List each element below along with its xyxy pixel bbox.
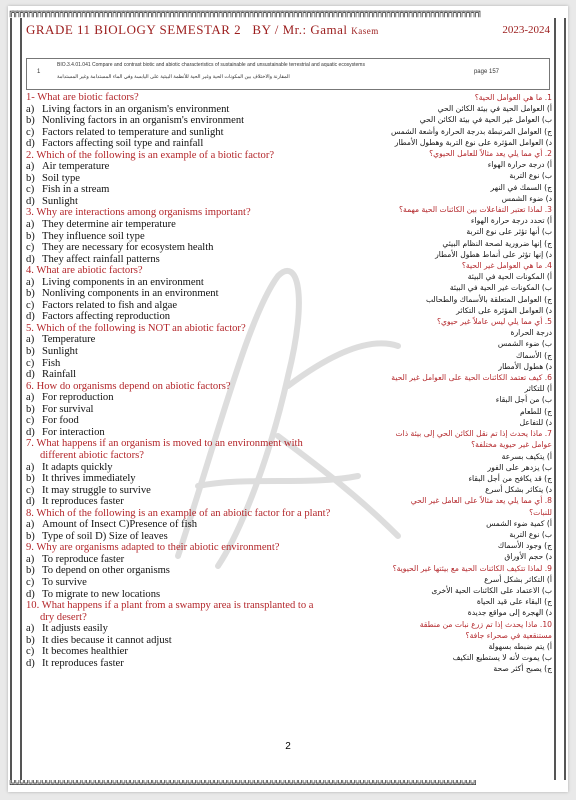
arabic-answer-option: ج) إنها ضرورية لصحة النظام البيئي — [442, 238, 552, 248]
arabic-answer-option: ب) من أجل البقاء — [495, 395, 552, 405]
option-letter: c) — [26, 299, 35, 311]
question-text: dry desert? — [40, 611, 87, 623]
option-letter: b) — [26, 288, 35, 300]
arabic-answer-option: أ) المكونات الحية في البيئة — [467, 272, 552, 282]
answer-option — [26, 462, 306, 474]
arabic-answer-option: ب) أنها تؤثر على نوع التربة — [466, 227, 552, 237]
decorative-border-left — [10, 18, 22, 780]
option-letter: d) — [26, 369, 35, 381]
option-letter: a) — [26, 219, 35, 231]
option-letter: d) — [26, 496, 35, 508]
option-text: Factors related to fish and algae — [42, 299, 178, 311]
decorative-border-right — [554, 18, 566, 780]
arabic-answer-option: أ) للتكاثر — [524, 384, 552, 394]
option-text: Factors related to temperature and sunlight — [42, 126, 224, 138]
option-text: To migrate to new locations — [42, 588, 161, 600]
arabic-answer-option: ج) للطعام — [519, 406, 552, 416]
arabic-answer-option: د) إنها تؤثر على أنماط هطول الأمطار — [435, 249, 552, 259]
arabic-answer-option: أ) درجة حرارة الهواء — [487, 160, 552, 170]
option-text: It reproduces faster — [42, 496, 124, 508]
answer-option — [26, 161, 306, 173]
question-text: 5. Which of the following is NOT an abiotic factor? — [26, 322, 246, 334]
arabic-answer-option: درجة الحرارة — [510, 328, 552, 338]
option-text: Amount of Insect C)Presence of fish — [42, 519, 198, 531]
option-letter: b) — [26, 403, 35, 415]
option-text: Living factors in an organism's environment — [42, 103, 230, 115]
option-letter: d) — [26, 657, 35, 669]
answer-option — [26, 231, 306, 243]
arabic-answer-option: أ) يتم ضبطه بسهولة — [488, 641, 552, 651]
answer-option — [26, 589, 306, 601]
option-letter: a) — [26, 392, 35, 404]
option-text: Air temperature — [42, 161, 110, 173]
arabic-answer-option: د) الهجرة إلى مواقع جديدة — [467, 608, 552, 618]
answer-option — [26, 311, 306, 323]
arabic-answer-option: د) ضوء الشمس — [501, 193, 552, 203]
option-text: Nonliving components in an environment — [42, 288, 219, 300]
standard-code: BIO.3.4.01.041 Compare and contrast biotic and abiotic characteristics of sustainable and unsustainable terrestrial and aquatic ecosystems — [57, 62, 365, 68]
answer-option — [26, 623, 306, 635]
question-text: 8. Which of the following is an example of an abiotic factor for a plant? — [26, 507, 331, 519]
answer-option — [26, 346, 306, 358]
arabic-answer-option: أ) كمية ضوء الشمس — [486, 518, 552, 528]
option-letter: b) — [26, 172, 35, 184]
answer-option — [26, 242, 306, 254]
arabic-answer-option: ج) العوامل المرتبطة بدرجة الحرارة وأشعة الشمس — [391, 126, 552, 136]
answer-option — [26, 138, 306, 150]
option-letter: b) — [26, 115, 35, 127]
option-letter: b) — [26, 473, 35, 485]
option-text: They affect rainfall patterns — [42, 253, 160, 265]
option-letter: a) — [26, 334, 35, 346]
arabic-answer-option: ب) نوع التربة — [509, 529, 552, 539]
option-text: For reproduction — [42, 392, 114, 404]
arabic-answer-option: ب) يموت لأنه لا يستطيع التكيف — [452, 653, 552, 663]
arabic-question-text: 7. ماذا يحدث إذا تم نقل الكائن الحي إلى بيئة ذات — [395, 429, 552, 439]
answer-option — [26, 173, 306, 185]
option-text: They are necessary for ecosystem health — [42, 242, 214, 254]
option-text: Factors affecting soil type and rainfall — [42, 138, 204, 150]
answer-option — [26, 577, 306, 589]
arabic-question-text: 2. أي مما يلي يعد مثالاً للعامل الحيوي؟ — [429, 149, 552, 159]
arabic-answer-option: ج) قد يكافح من أجل البقاء — [468, 473, 552, 483]
arabic-answer-option: د) هطول الأمطار — [498, 361, 552, 371]
standard-arabic: المقارنة والاختلاف بين المكونات الحية وغير الحية للأنظمة البيئية على اليابسة وفي الماء المستدامة وغير المستدامة — [57, 74, 290, 80]
question-text: different abiotic factors? — [40, 449, 144, 461]
option-text: Rainfall — [42, 369, 77, 381]
question-text: 9. Why are organisms adapted to their abiotic environment? — [26, 542, 280, 554]
option-letter: c) — [26, 576, 35, 588]
option-text: It adapts quickly — [42, 461, 113, 473]
arabic-answer-option: د) يتكاثر بشكل أسرع — [485, 485, 552, 495]
arabic-question-text: 4. ما هي العوامل غير الحية؟ — [461, 261, 552, 271]
option-letter: a) — [26, 519, 35, 531]
option-letter: a) — [26, 623, 35, 635]
option-letter: b) — [26, 565, 35, 577]
arabic-answer-option: د) العوامل المؤثرة على نوع التربة وهطول الأمطار — [394, 137, 552, 147]
option-letter: a) — [26, 461, 35, 473]
option-text: Nonliving factors in an organism's environment — [42, 115, 245, 127]
question-text: 6. How do organisms depend on abiotic factors? — [26, 380, 231, 392]
option-text: To survive — [42, 576, 87, 588]
answer-option — [26, 473, 306, 485]
option-text: Fish in a stream — [42, 184, 110, 196]
arabic-answer-option: ب) ضوء الشمس — [497, 339, 552, 349]
question-text: 1- What are biotic factors? — [26, 92, 139, 103]
option-letter: a) — [26, 161, 35, 173]
arabic-answer-option: ج) الأسماك — [515, 350, 552, 360]
option-text: To reproduce faster — [42, 553, 125, 565]
arabic-answer-option: ب) يزدهر على الفور — [487, 462, 552, 472]
arabic-question-text: 6. كيف تعتمد الكائنات الحية على العوامل غير الحية — [391, 373, 552, 383]
answer-option — [26, 104, 306, 116]
option-text: Fish — [42, 357, 61, 369]
answer-option — [26, 496, 306, 508]
answer-option — [26, 404, 306, 416]
option-text: For interaction — [42, 426, 105, 438]
option-letter: c) — [26, 646, 35, 658]
option-text: It reproduces faster — [42, 657, 124, 669]
option-letter: a) — [26, 553, 35, 565]
option-text: It thrives immediately — [42, 473, 136, 485]
header-year: 2023-2024 — [502, 24, 550, 36]
option-text: It becomes healthier — [42, 646, 128, 658]
arabic-answer-option: أ) يتكيف بسرعة — [501, 451, 552, 461]
option-letter: b) — [26, 230, 35, 242]
arabic-question-text: عوامل غير حيوية مختلفة؟ — [471, 440, 552, 450]
question-text: 3. Why are interactions among organisms important? — [26, 207, 251, 219]
option-text: Temperature — [42, 334, 96, 346]
answer-option — [26, 288, 306, 300]
arabic-question-text: 3. لماذا تعتبر التفاعلات بين الكائنات الحية مهمة؟ — [398, 205, 552, 215]
page-number: 2 — [285, 741, 291, 752]
arabic-questions-column — [312, 92, 552, 675]
option-letter: b) — [26, 530, 35, 542]
option-letter: c) — [26, 415, 35, 427]
option-text: To depend on other organisms — [42, 565, 170, 577]
arabic-answer-option: ب) نوع التربة — [509, 171, 552, 181]
arabic-answer-option: ج) العوامل المتعلقة بالأسماك والطحالب — [425, 294, 552, 304]
answer-option — [26, 127, 306, 139]
answer-option — [26, 358, 306, 370]
decorative-border-top: ╔╦╦╦╦╦╦╦╦╦╦╦╦╦╦╦╦╦╦╦╦╦╦╦╦╦╦╦╦╦╦╦╦╦╦╦╦╦╦╦╦╦╦╦╦╦╦╦╦╦╦╦╦╦╦╦╦╦╦╦╦╦╦╦╦╦╦╦╦╦╦╦╦╦╦╦╦╦╦╦╦╦╦╦╦╦╦╦╦╦╦╦╦╦╦╦╦╦╦╦╦╦╦╦╦╦╗ — [8, 8, 481, 18]
answer-option — [26, 554, 306, 566]
answer-option — [26, 300, 306, 312]
arabic-answer-option: ب) الاعتماد على الكائنات الحية الأخرى — [431, 585, 552, 595]
answer-option — [26, 531, 306, 543]
option-text: Factors affecting reproduction — [42, 311, 171, 323]
option-text: They determine air temperature — [42, 219, 176, 231]
answer-option — [26, 277, 306, 289]
answer-option — [26, 115, 306, 127]
option-letter: c) — [26, 242, 35, 254]
decorative-border-bottom: ╚╩╩╩╩╩╩╩╩╩╩╩╩╩╩╩╩╩╩╩╩╩╩╩╩╩╩╩╩╩╩╩╩╩╩╩╩╩╩╩╩╩╩╩╩╩╩╩╩╩╩╩╩╩╩╩╩╩╩╩╩╩╩╩╩╩╩╩╩╩╩╩╩╩╩╩╩╩╩╩╩╩╩╩╩╩╩╩╩╩╩╩╩╩╩╩╩╩╩╩╩╩╩╩╩╝ — [8, 780, 477, 790]
option-text: Sunlight — [42, 346, 78, 358]
option-text: For food — [42, 415, 79, 427]
option-text: They influence soil type — [42, 230, 145, 242]
answer-option — [26, 219, 306, 231]
option-letter: a) — [26, 103, 35, 115]
page-header — [26, 22, 550, 52]
option-text: Type of soil D) Size of leaves — [42, 530, 168, 542]
worksheet-page — [8, 6, 568, 792]
arabic-answer-option: ج) البقاء على قيد الحياة — [476, 597, 552, 607]
answer-option — [26, 427, 306, 439]
english-questions-column — [26, 92, 331, 669]
answer-option — [26, 334, 306, 346]
standard-info-box — [26, 58, 550, 90]
arabic-answer-option: ج) يصبح أكثر صحة — [493, 664, 552, 674]
option-letter: d) — [26, 253, 35, 265]
option-letter: c) — [26, 184, 35, 196]
question-text: 7. What happens if an organism is moved to an environment with — [26, 438, 303, 450]
arabic-question-text: 9. لماذا تتكيف الكائنات الحية مع بيئتها غير الحيوية؟ — [392, 563, 552, 573]
arabic-answer-option: أ) التكاثر بشكل أسرع — [484, 574, 552, 584]
answer-option — [26, 658, 306, 670]
arabic-question-text: 8. أي مما يلي يعد مثالاً على العامل غير الحي — [410, 496, 552, 506]
question-text: 2. Which of the following is an example of a biotic factor? — [26, 149, 275, 161]
info-number: 1 — [37, 69, 41, 75]
arabic-question-text: مستنقعية في صحراء جافة؟ — [465, 630, 552, 640]
question-text: 10. What happens if a plant from a swampy area is transplanted to a — [26, 600, 314, 612]
arabic-answer-option: د) حجم الأوراق — [504, 552, 552, 562]
arabic-answer-option: ج) السمك في النهر — [490, 182, 552, 192]
header-title: GRADE 11 BIOLOGY SEMESTAR 2 BY / Mr.: Gamal Kasem — [26, 22, 379, 37]
answer-option — [26, 519, 306, 531]
option-letter: c) — [26, 126, 35, 138]
option-text: It dies because it cannot adjust — [42, 634, 172, 646]
arabic-question-text: 1. ما هي العوامل الحية؟ — [474, 93, 552, 102]
option-text: Sunlight — [42, 195, 78, 207]
answer-option — [26, 369, 306, 381]
answer-option — [26, 485, 306, 497]
arabic-answer-option: ج) وجود الأسماك — [497, 541, 552, 551]
answer-option — [26, 646, 306, 658]
option-letter: b) — [26, 634, 35, 646]
arabic-answer-option: أ) تحدد درجة حرارة الهواء — [470, 216, 552, 226]
option-letter: d) — [26, 311, 35, 323]
arabic-question-text: 5. أي مما يلي ليس عاملاً غير حيوي؟ — [436, 317, 552, 327]
arabic-answer-option: د) العوامل المؤثرة على التكاثر — [456, 305, 552, 315]
option-letter: b) — [26, 346, 35, 358]
option-text: For survival — [42, 403, 94, 415]
option-letter: c) — [26, 357, 35, 369]
option-text: It adjusts easily — [42, 623, 108, 635]
answer-option — [26, 565, 306, 577]
option-letter: d) — [26, 426, 35, 438]
option-letter: d) — [26, 138, 35, 150]
arabic-answer-option: ب) العوامل غير الحية في بيئة الكائن الحي — [419, 115, 552, 125]
option-letter: d) — [26, 195, 35, 207]
answer-option — [26, 184, 306, 196]
arabic-question-text: للنبات؟ — [529, 507, 552, 517]
answer-option — [26, 635, 306, 647]
answer-option — [26, 254, 306, 266]
answer-option — [26, 392, 306, 404]
answer-option — [26, 196, 306, 208]
option-text: Living components in an environment — [42, 276, 204, 288]
arabic-answer-option: د) للتفاعل — [519, 417, 552, 427]
option-letter: c) — [26, 484, 35, 496]
answer-option — [26, 415, 306, 427]
option-letter: a) — [26, 276, 35, 288]
question-text: 4. What are abiotic factors? — [26, 265, 143, 277]
arabic-answer-option: ب) المكونات غير الحية في البيئة — [449, 283, 552, 293]
arabic-answer-option: أ) العوامل الحية في بيئة الكائن الحي — [437, 104, 552, 114]
arabic-question-text: 10. ماذا يحدث إذا تم زرع نبات من منطقة — [419, 619, 552, 629]
option-text: It may struggle to survive — [42, 484, 151, 496]
textbook-page: page 157 — [473, 69, 499, 75]
option-letter: d) — [26, 588, 35, 600]
option-text: Soil type — [42, 172, 80, 184]
